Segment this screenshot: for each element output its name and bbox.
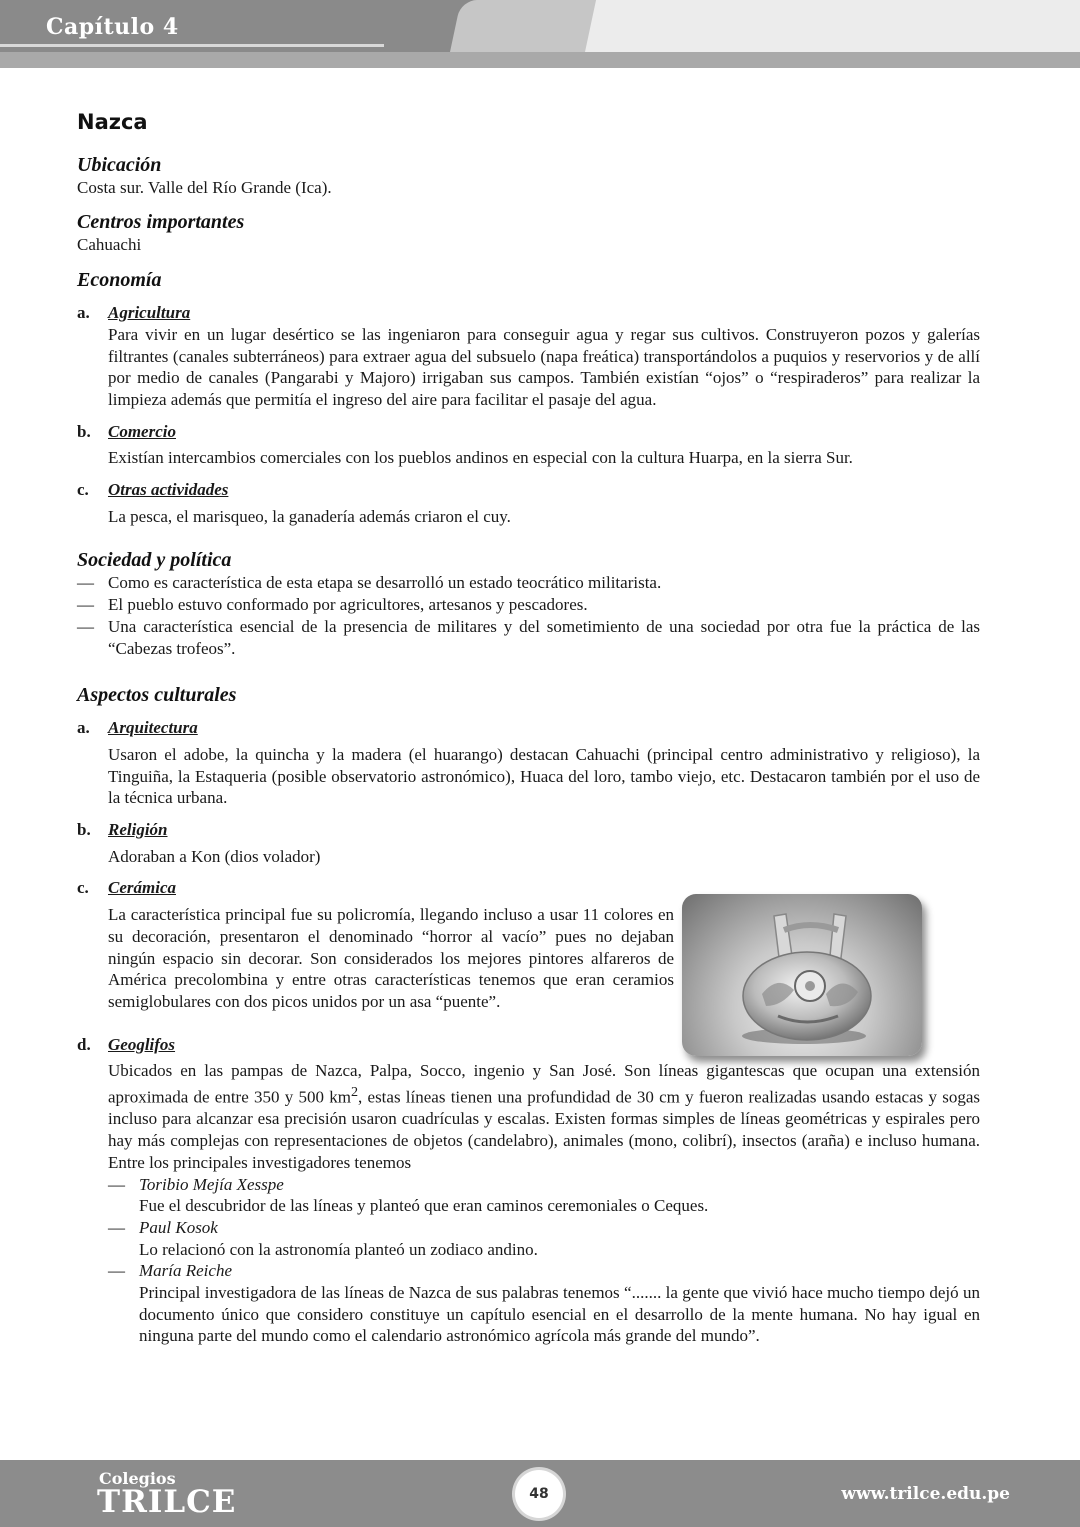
page-number: 48: [515, 1470, 563, 1518]
economia-item-otras: [77, 479, 980, 501]
investigador-name: Paul Kosok: [139, 1217, 218, 1237]
ceramica-block: [77, 904, 980, 1013]
dash-mark: —: [77, 616, 94, 636]
item-letter: c.: [77, 480, 89, 500]
item-label: Cerámica: [108, 878, 176, 898]
investigador-item: [108, 1260, 980, 1282]
dash-mark: —: [77, 573, 94, 593]
dash-mark: —: [108, 1261, 125, 1281]
ubicacion-heading: Ubicación: [77, 153, 162, 176]
item-text: Adoraban a Kon (dios volador): [108, 846, 321, 866]
header-strip: [0, 52, 1080, 68]
item-label: Religión: [108, 820, 168, 840]
brand-trilce-logo: TRILCE: [97, 1484, 237, 1520]
dash-mark: —: [108, 1174, 125, 1194]
item-letter: c.: [77, 878, 89, 898]
section-title: Nazca: [77, 110, 148, 134]
item-text: Para vivir en un lugar desértico se las ingeniaron para conseguir agua y regar sus cultivos. Construyeron pozos y galerías filtrantes (canales subterráneos) para extraer agua del subsuelo (napa freática) transportándolos a puquios y reservorios y de allí por medio de canales (Pangarabi y Majoro) irrigaban sus campos. También existían “ojos” o “respiraderos” para realizar la limpieza además que permitía el ingreso del aire para facilitar el pasaje del agua.: [108, 324, 980, 409]
page-header: [0, 0, 1080, 68]
header-accent-light: [585, 0, 1080, 52]
ceramic-vessel-illustration: [682, 894, 922, 1056]
item-letter: b.: [77, 820, 91, 840]
economia-item-comercio: [77, 421, 980, 443]
geoglifos-text-b: , estas líneas tienen una profundidad de 30 cm y fueron realizadas usando estacas y sogas incluso para alcanzar esa precisión usaron cuadrículas y escalas. Existen formas simples de líneas geométricas y espirales pero hay más complejas con representaciones de objetos (candelabro), animales (mono, colibrí), insectos (araña) e incluso humana. Entre los principales investigadores tenemos: [108, 1087, 980, 1172]
sociedad-item: [77, 594, 980, 616]
economia-item-agricultura: [77, 302, 980, 324]
investigador-name: María Reiche: [139, 1261, 232, 1281]
chapter-title: Capítulo 4: [46, 14, 179, 40]
item-label: Agricultura: [108, 303, 191, 323]
ubicacion-text: Costa sur. Valle del Río Grande (Ica).: [77, 177, 332, 197]
aspectos-item-religion: [77, 819, 980, 841]
geoglifos-text: [77, 1060, 980, 1173]
item-label: Arquitectura: [108, 718, 198, 738]
item-label: Geoglifos: [108, 1034, 176, 1054]
investigadores-list: [77, 1174, 980, 1348]
page-footer: [0, 1460, 1080, 1527]
economia-heading: Economía: [77, 269, 162, 292]
website-link[interactable]: www.trilce.edu.pe: [841, 1484, 1010, 1504]
aspectos-item-arquitectura: [77, 717, 980, 739]
centros-heading: Centros importantes: [77, 211, 245, 234]
item-text: La característica principal fue su policromía, llegando incluso a usar 11 colores en su decoración, presentaron el denominado “horror al vacío” pues no dejaban ningún espacio sin decorar. Son considerados los mejores pintores alfareros de América precolombina y entre otras características tenemos que eran ceramios semiglobulares con dos picos unidos por un asa “puente”.: [108, 905, 674, 1011]
nazca-ceramic-photo: [682, 894, 922, 1056]
investigador-item: [108, 1217, 980, 1239]
investigador-item: [108, 1174, 980, 1196]
sociedad-item: [77, 616, 980, 659]
dash-mark: —: [77, 595, 94, 615]
geoglifos-text-a: Ubicados en las pampas de Nazca, Palpa, Socco, ingenio y San José. Son líneas gigantescas que ocupan una extensión aproximada de entre 350 y 500 km: [108, 1061, 980, 1107]
sociedad-item: [77, 572, 980, 594]
item-label: Otras actividades: [108, 480, 229, 500]
dash-mark: —: [108, 1217, 125, 1237]
sociedad-text: Como es característica de esta etapa se desarrolló un estado teocrático militarista.: [108, 573, 662, 593]
brand-colegios: Colegios: [99, 1469, 176, 1488]
sociedad-text: El pueblo estuvo conformado por agricultores, artesanos y pescadores.: [108, 595, 588, 615]
sociedad-text: Una característica esencial de la presencia de militares y del sometimiento de una sociedad por otra fue la práctica de las “Cabezas trofeos”.: [108, 616, 980, 658]
item-text: La pesca, el marisqueo, la ganadería además criaron el cuy.: [108, 506, 511, 526]
item-text: Usaron el adobe, la quincha y la madera (el huarango) destacan Cahuachi (principal centro administrativo y religioso), la Tinguiña, la Estaqueria (posible observatorio astronómico), Huaca del loro, tambo viejo, etc. Destacaron también por el uso de la técnica urbana.: [108, 744, 980, 808]
item-letter: a.: [77, 303, 90, 323]
item-letter: b.: [77, 421, 91, 441]
item-text: Existían intercambios comerciales con los pueblos andinos en especial con la cultura Huarpa, en la sierra Sur.: [108, 448, 853, 468]
header-rule: [0, 44, 384, 47]
item-letter: a.: [77, 718, 90, 738]
aspectos-heading: Aspectos culturales: [77, 684, 237, 707]
centros-text: Cahuachi: [77, 235, 142, 255]
sociedad-heading: Sociedad y política: [77, 549, 232, 572]
investigador-name: Toribio Mejía Xesspe: [139, 1174, 284, 1194]
item-label: Comercio: [108, 421, 176, 441]
investigador-text: Fue el descubridor de las líneas y planteó que eran caminos ceremoniales o Ceques.: [139, 1196, 709, 1216]
investigador-text: Principal investigadora de las líneas de Nazca de sus palabras tenemos “....... la gente que vivió hace mucho tiempo dejó un documento único que considero constituye un capítulo esencial en el desarrollo de la mente humana. No hay igual en ninguna parte del mundo como el calendario astronómico agrícola más grande del mundo”.: [139, 1283, 980, 1346]
page-content: [77, 112, 980, 1347]
superscript: 2: [350, 1084, 359, 1101]
item-letter: d.: [77, 1034, 91, 1054]
investigador-text: Lo relacionó con la astronomía planteó un zodiaco andino.: [139, 1239, 538, 1259]
